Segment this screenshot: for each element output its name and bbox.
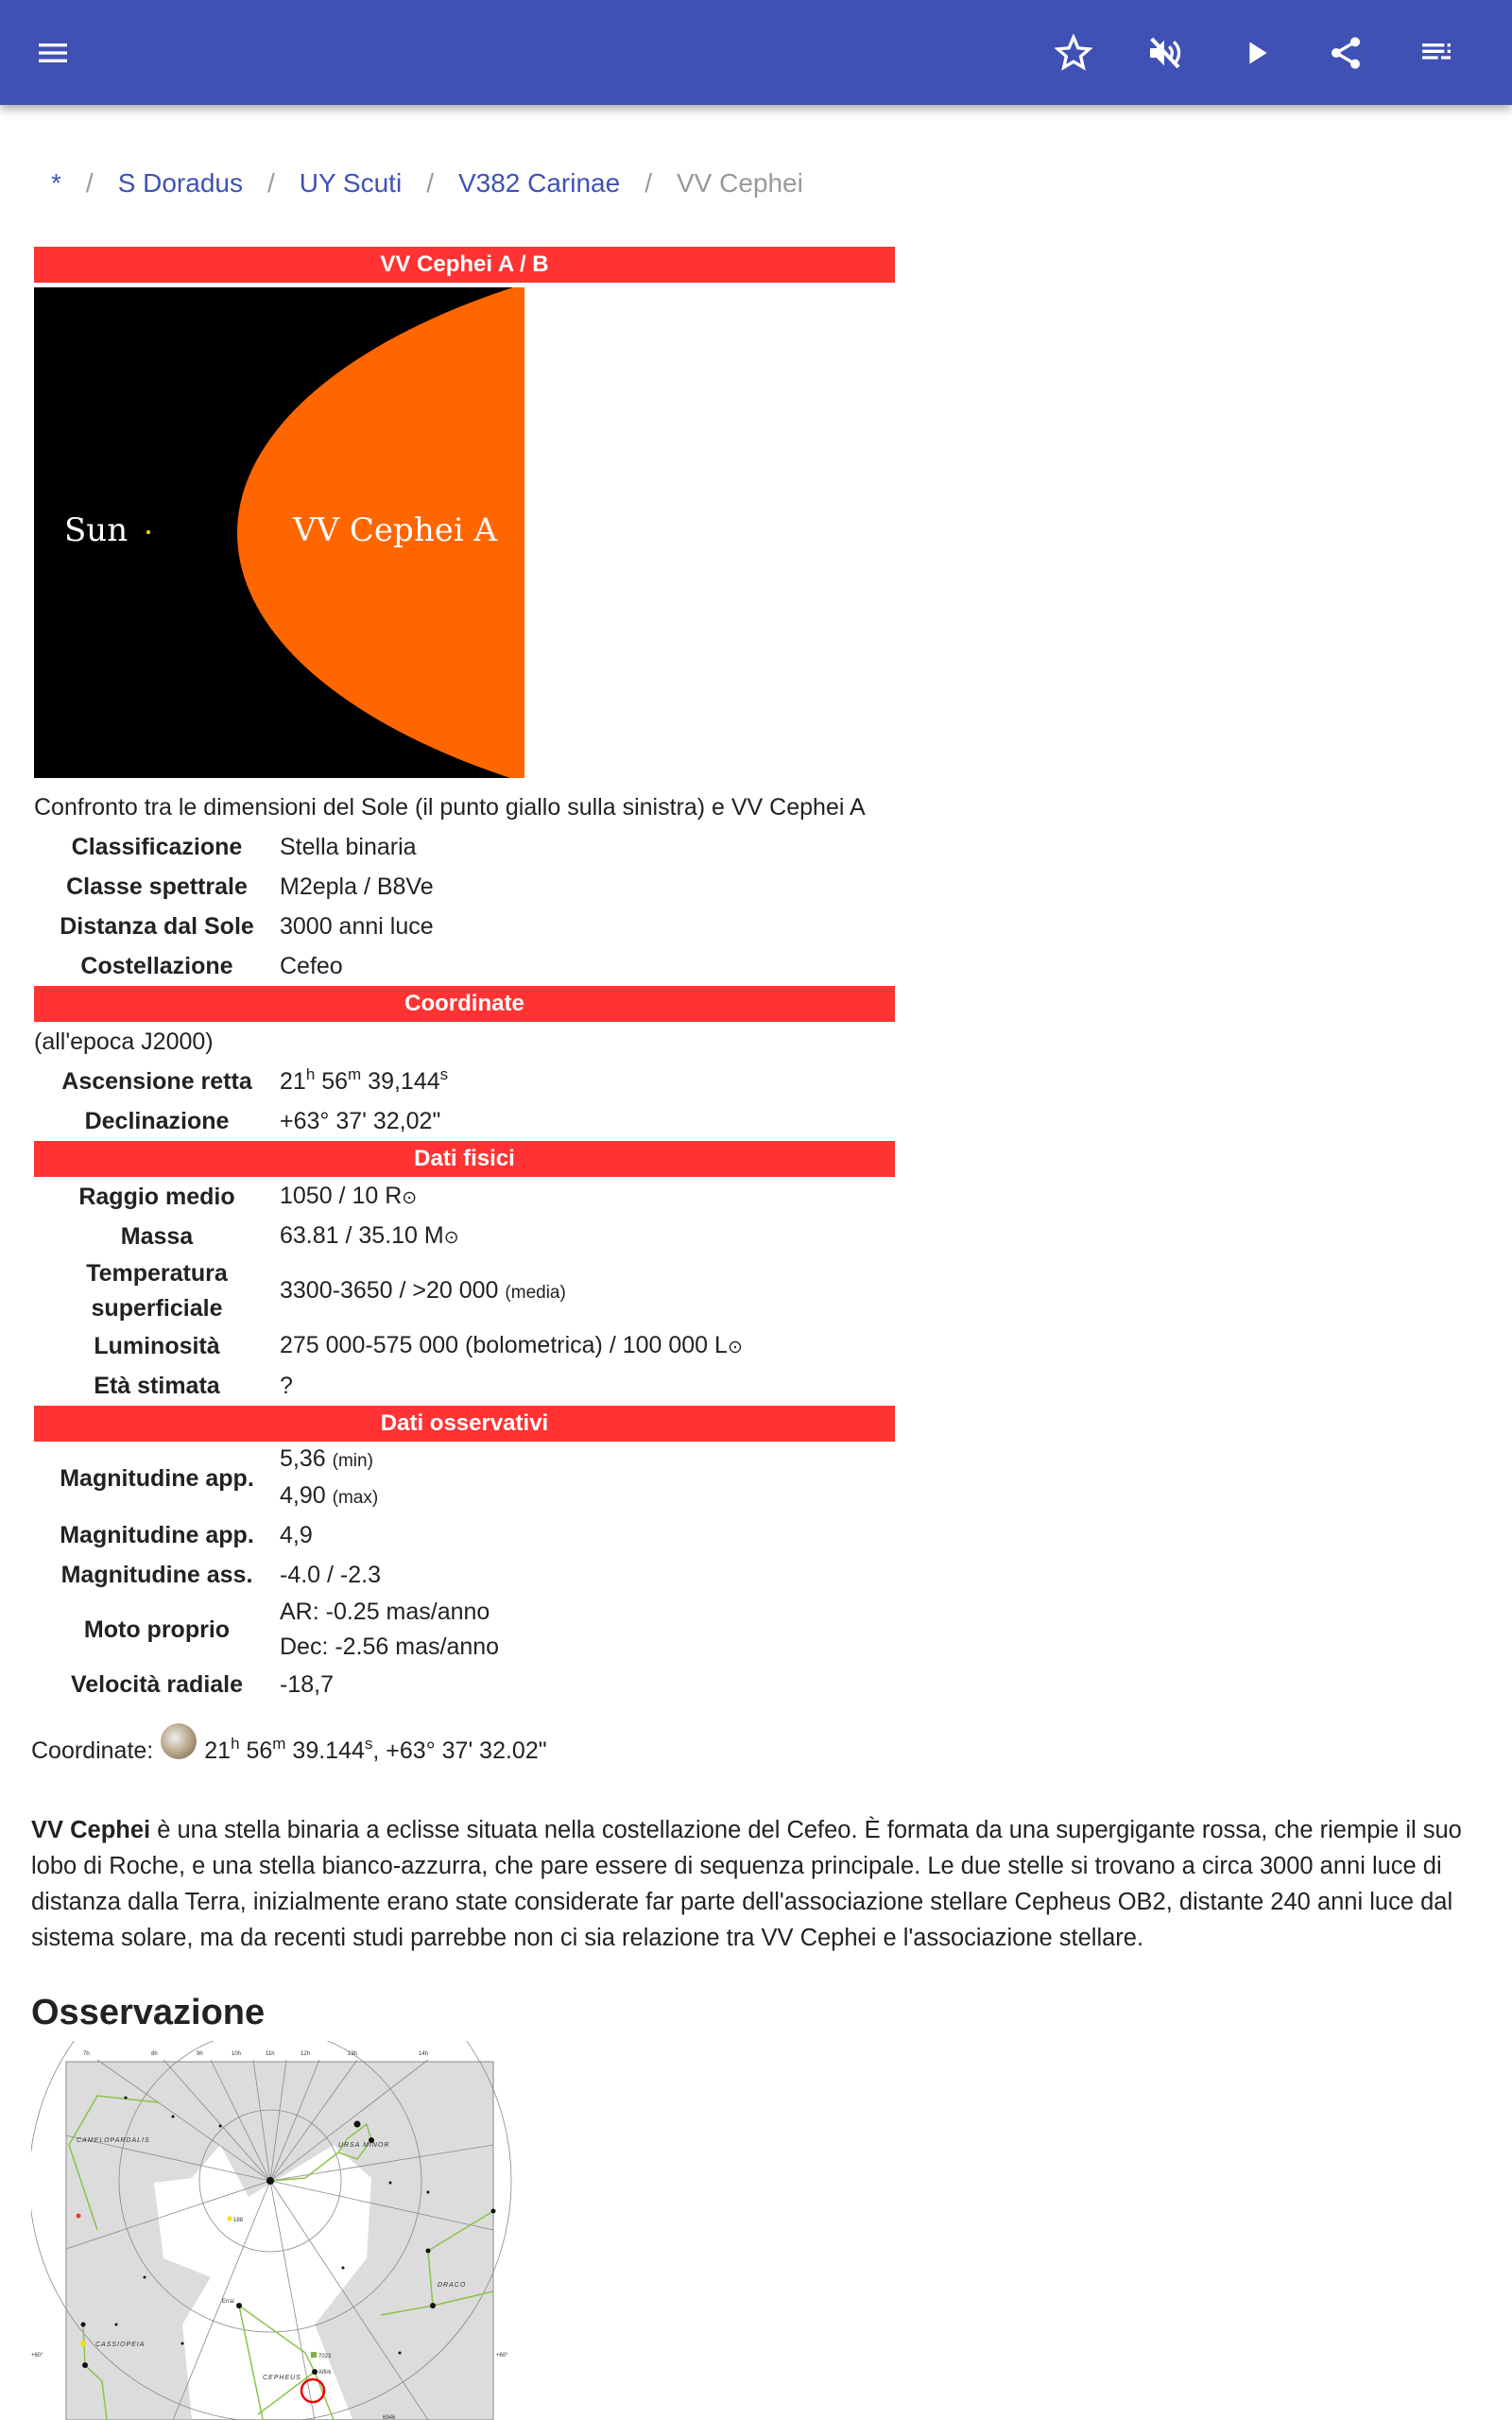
hour-13: 13h: [348, 2051, 358, 2057]
label: Età stimata: [94, 1372, 220, 1399]
row-eta: [34, 1366, 895, 1406]
row-magnitudine-app-2: [34, 1515, 895, 1555]
row-classificazione: [34, 827, 895, 867]
value: -18,7: [280, 1670, 334, 1698]
row-ascensione-retta: [34, 1062, 895, 1101]
row-temperatura: [34, 1256, 895, 1326]
label: Ascensione retta: [61, 1067, 252, 1095]
label: Magnitudine ass.: [60, 1561, 253, 1588]
separator: /: [266, 168, 275, 198]
label-7023: 7023: [318, 2354, 332, 2360]
label-ursa-minor: URSA MINOR: [338, 2142, 390, 2149]
value: 1050 / 10 R⊙: [280, 1182, 418, 1209]
row-costellazione: [34, 946, 895, 986]
coordinates-link[interactable]: 21$^h$ 56$^m$ 39.144$^s$, +63° 37' 32.02": [204, 1735, 547, 1764]
infobox-title: VV Cephei A / B: [34, 247, 895, 283]
share-icon[interactable]: [1321, 28, 1370, 78]
label-6946: 6946: [383, 2415, 396, 2420]
row-moto-proprio: [34, 1595, 895, 1665]
hour-10: 10h: [232, 2051, 242, 2057]
label: Moto proprio: [83, 1616, 231, 1643]
infobox: [34, 247, 895, 1704]
value: 275 000-575 000 (bolometrica) / 100 000 L⊙: [280, 1331, 743, 1358]
value: 21$^h$ 56$^m$ 39,144$^s$: [280, 1064, 449, 1095]
label: Luminosità: [94, 1332, 220, 1359]
article-text: è una stella binaria a eclisse situata nella costellazione del Cefeo. È formata da una supergigante rossa, che riempie il suo lobo di Roche, e una stella bianco-azzurra, che pare essere di sequenza principale. Le due stelle si trovano a circa 3000 anni luce di distanza dalla Terra, inizialmente erano state considerate far parte dell'associazione stellare Cepheus OB2, distante 240 anni luce dal sistema solare, ma da recenti studi parrebbe non ci sia relazione tra VV Cephei e l'associazione stellare.: [31, 1817, 1462, 1951]
app-bar: [0, 0, 1512, 105]
row-velocita-radiale: [34, 1665, 895, 1704]
coordinate-header: Coordinate: [34, 986, 895, 1022]
separator: /: [426, 168, 434, 198]
label: Declinazione: [84, 1107, 230, 1134]
breadcrumb-uy-scuti[interactable]: UY Scuti: [299, 168, 403, 198]
separator: /: [644, 168, 652, 198]
label-alfirk: Alfirk: [318, 2370, 332, 2376]
row-luminosita: [34, 1326, 895, 1366]
size-comparison-image[interactable]: [34, 287, 524, 778]
label: Magnitudine app.: [60, 1464, 254, 1492]
row-distanza: [34, 907, 895, 946]
vv-cephei-label: VV Cephei A: [293, 511, 498, 549]
row-raggio: [34, 1177, 895, 1217]
globe-icon[interactable]: [161, 1723, 197, 1759]
value: 5,36 (min) 4,90 (max): [280, 1445, 379, 1509]
dati-fisici-header: Dati fisici: [34, 1141, 895, 1177]
value: 3000 anni luce: [280, 912, 434, 940]
play-icon[interactable]: [1231, 28, 1280, 78]
breadcrumb: [51, 168, 803, 199]
hour-7: 7h: [83, 2051, 90, 2057]
image-caption: Confronto tra le dimensioni del Sole (il punto giallo sulla sinistra) e VV Cephei A: [34, 794, 866, 821]
breadcrumb-s-doradus[interactable]: S Doradus: [117, 168, 243, 198]
row-massa: [34, 1217, 895, 1256]
label: Raggio medio: [78, 1183, 235, 1210]
coordinates-line: [31, 1737, 547, 1765]
hour-14: 14h: [419, 2051, 429, 2057]
label: Temperatura superficiale: [86, 1260, 228, 1322]
value: AR: -0.25 mas/anno Dec: -2.56 mas/anno: [280, 1599, 500, 1660]
article-paragraph: [31, 1812, 1486, 1956]
label-cassiopeia: CASSIOPEIA: [95, 2342, 146, 2348]
label: Classificazione: [71, 833, 243, 860]
label-draco: DRACO: [438, 2282, 467, 2289]
breadcrumb-home[interactable]: *: [51, 168, 61, 198]
value: Stella binaria: [280, 833, 417, 860]
volume-off-icon[interactable]: [1140, 28, 1189, 78]
value: Cefeo: [280, 952, 343, 979]
epoch: (all'epoca J2000): [34, 1028, 214, 1055]
row-magnitudine-ass: [34, 1555, 895, 1595]
label: Massa: [120, 1222, 194, 1250]
label: Classe spettrale: [66, 873, 248, 900]
label-cepheus: CEPHEUS: [263, 2375, 301, 2381]
menu-icon[interactable]: [28, 28, 77, 78]
hour-9: 9h: [197, 2051, 203, 2057]
label-errai: Errai: [222, 2299, 234, 2305]
row-magnitudine-app: [34, 1442, 895, 1515]
constellation-map[interactable]: [31, 2041, 532, 2420]
label-dec-left: +60°: [31, 2353, 43, 2359]
value: 4,9: [280, 1521, 313, 1548]
hour-8: 8h: [151, 2051, 158, 2057]
row-classe-spettrale: [34, 867, 895, 907]
playlist-icon[interactable]: [1412, 28, 1461, 78]
breadcrumb-current: VV Cephei: [676, 168, 803, 198]
star-icon[interactable]: [1049, 28, 1098, 78]
label: Velocità radiale: [70, 1670, 244, 1698]
sun-dot: [146, 530, 150, 534]
label: Magnitudine app.: [60, 1521, 254, 1548]
value: -4.0 / -2.3: [280, 1561, 381, 1588]
separator: /: [85, 168, 94, 198]
label: Distanza dal Sole: [60, 912, 254, 940]
value: 63.81 / 35.10 M⊙: [280, 1221, 459, 1249]
breadcrumb-v382-carinae[interactable]: V382 Carinae: [457, 168, 621, 198]
sun-label: Sun: [64, 511, 129, 549]
row-declinazione: [34, 1101, 895, 1141]
value: 3300-3650 / >20 000 (media): [280, 1276, 566, 1304]
value: ?: [280, 1372, 293, 1399]
label-188: 188: [233, 2218, 244, 2223]
hour-11: 11h: [266, 2051, 275, 2057]
section-title: Osservazione: [31, 1993, 266, 2032]
coordinates-label: Coordinate:: [31, 1737, 154, 1764]
label-camelopardalis: CAMELOPARDALIS: [77, 2137, 150, 2144]
hour-12: 12h: [301, 2051, 311, 2057]
dati-osservativi-header: Dati osservativi: [34, 1406, 895, 1442]
label: Costellazione: [80, 952, 233, 979]
value: +63° 37' 32,02": [280, 1107, 441, 1134]
value: M2epla / B8Ve: [280, 873, 434, 900]
article-subject: VV Cephei: [31, 1817, 151, 1843]
label-dec-right: +60°: [496, 2353, 508, 2359]
